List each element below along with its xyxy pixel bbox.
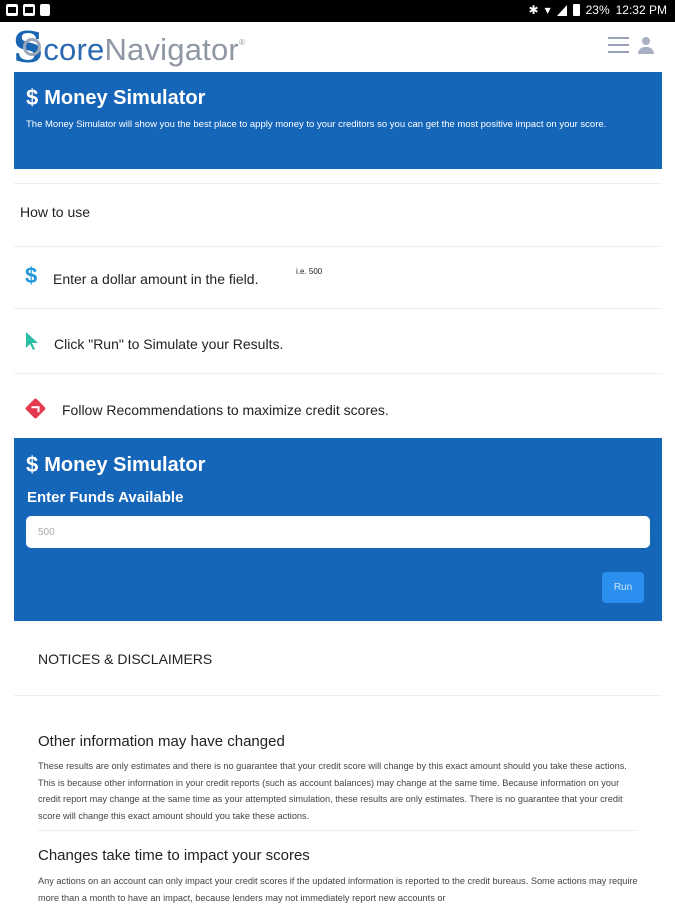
divider — [14, 373, 662, 374]
how-to-use-heading: How to use — [20, 204, 91, 220]
logo-score: core — [43, 32, 105, 67]
notice-text: These results are only estimates and there is no guarantee that your credit score will change by this exact amount should you take these actions. This is because other information in your credit reports (such as account balances) may change at the same time. Because information on your credit report may change at the same time as your attempted simulation, these results are only estimates. There is no guarantee that your credit score will change this exact amount should you take these actions. — [38, 761, 627, 821]
divider — [14, 183, 662, 184]
battery-level: 23% — [585, 3, 610, 17]
notice-text: Any actions on an account can only impact your credit scores if the updated information is reported to the credit bureaus. Some actions may require more than a month to have an impact, because lenders may not immediately report new accounts or — [38, 876, 638, 903]
funds-label: Enter Funds Available — [27, 489, 184, 506]
simulator-title: Money Simulator — [44, 453, 206, 476]
step-text: Enter a dollar amount in the field. — [53, 271, 259, 287]
intro-panel — [14, 72, 662, 169]
step-follow-recommendations — [0, 394, 675, 424]
document-notification-icon — [40, 4, 50, 16]
divider — [14, 308, 662, 309]
step-enter-amount — [0, 263, 675, 293]
cursor-icon — [25, 331, 39, 351]
intro-title: Money Simulator — [44, 86, 206, 109]
funds-input[interactable] — [26, 516, 650, 548]
signal-icon — [557, 5, 567, 16]
step-click-run — [0, 328, 675, 358]
divider — [38, 830, 638, 831]
battery-icon — [573, 4, 580, 16]
run-button[interactable]: Run — [602, 572, 644, 603]
intro-description: The Money Simulator will show you the best place to apply money to your creditors so you can get the most positive impact on your score. — [26, 119, 607, 130]
intro-title-row — [26, 85, 205, 111]
user-icon[interactable] — [638, 37, 654, 55]
app-header — [0, 22, 675, 72]
notice-heading: Other information may have changed — [38, 733, 285, 750]
step-hint: i.e. 500 — [296, 267, 323, 276]
dollar-icon: $ — [25, 263, 38, 288]
clock: 12:32 PM — [615, 3, 667, 17]
bluetooth-icon: ✱ — [528, 3, 539, 17]
step-text: Click "Run" to Simulate your Results. — [54, 336, 284, 352]
directions-icon — [28, 401, 43, 416]
scorenavigator-logo[interactable] — [13, 23, 245, 72]
magnifier-icon — [23, 38, 41, 56]
logo-navigator: Navigator — [104, 32, 239, 67]
logo-registered: ® — [238, 38, 245, 47]
dollar-icon: $ — [26, 452, 39, 477]
notice-heading: Changes take time to impact your scores — [38, 847, 310, 864]
divider — [14, 695, 662, 696]
notices-heading: NOTICES & DISCLAIMERS — [38, 651, 213, 667]
divider — [14, 246, 662, 247]
step-text: Follow Recommendations to maximize credit scores. — [62, 402, 389, 418]
dollar-icon: $ — [26, 85, 39, 110]
money-simulator-form — [14, 438, 662, 621]
status-bar — [0, 0, 675, 22]
image-notification-icon — [23, 4, 35, 16]
menu-icon[interactable] — [608, 37, 629, 53]
gallery-notification-icon — [6, 4, 18, 16]
wifi-icon: ▾ — [544, 3, 551, 17]
logo-s: S — [13, 23, 44, 72]
simulator-title-row — [26, 452, 205, 478]
